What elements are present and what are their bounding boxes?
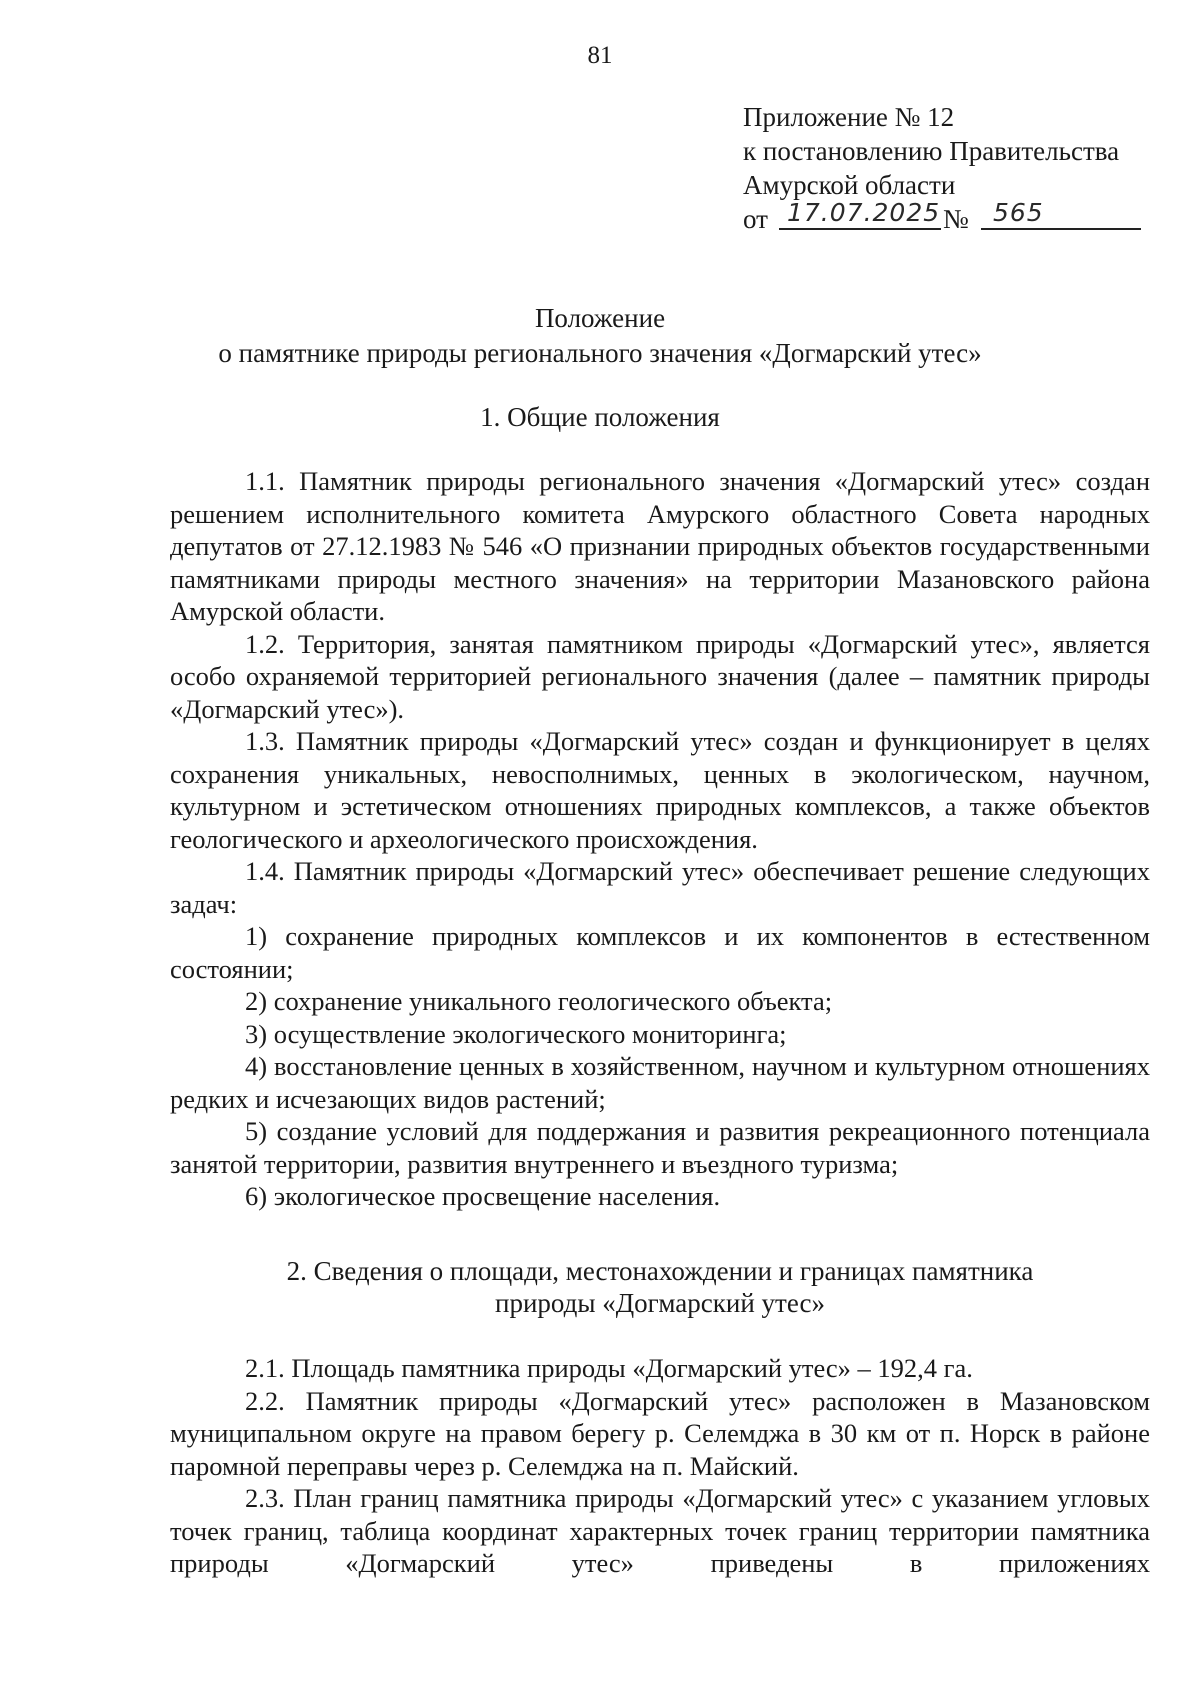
- document-title: Положение: [534, 303, 666, 333]
- document-subtitle: о памятнике природы регионального значения «Догмарский утес»: [218, 338, 982, 368]
- task-5: 5) создание условий для поддержания и развития рекреационного потенциала занятой территории, развития внутреннего и въездного туризма;: [170, 1116, 1150, 1179]
- appendix-reference: к постановлению Правительства: [743, 136, 1120, 166]
- section1-body: [170, 465, 1150, 1213]
- task-4: 4) восстановление ценных в хозяйственном, научном и культурном отношениях редких и исчезающих видов растений;: [170, 1051, 1150, 1114]
- task-2: 2) сохранение уникального геологического объекта;: [245, 986, 833, 1016]
- section2-heading: [170, 1255, 1150, 1319]
- section1-heading: 1. Общие положения: [480, 402, 720, 432]
- section2-heading-line1: 2. Сведения о площади, местонахождении и границах памятника: [286, 1256, 1034, 1286]
- appendix-date-row: [743, 198, 1119, 236]
- appendix-title: Приложение № 12: [743, 102, 955, 132]
- page-number: 81: [587, 42, 613, 69]
- number-prefix: №: [943, 204, 969, 234]
- paragraph-1-2: 1.2. Территория, занятая памятником природы «Догмарский утес», является особо охраняемой территорией регионального значения (далее – памятник природы «Догмарский утес»).: [170, 628, 1150, 724]
- appendix-region: Амурской области: [743, 170, 956, 200]
- paragraph-1-3: 1.3. Памятник природы «Догмарский утес» создан и функционирует в целях сохранения уникальных, невосполнимых, ценных в экологическом, научном, культурном и эстетическом отношениях природных комплексов, а также объектов геологического и археологического происхождения.: [170, 726, 1150, 854]
- handwritten-date: 17.07.2025: [787, 198, 941, 227]
- appendix-block: [743, 100, 1119, 236]
- paragraph-1-1: 1.1. Памятник природы регионального значения «Догмарский утес» создан решением исполнительного комитета Амурского областного Совета народных депутатов от 27.12.1983 № 546 «О признании природных объектов государственными памятниками природы местного значения» на территории Мазановского района Амурской области.: [170, 466, 1150, 626]
- task-3: 3) осуществление экологического мониторинга;: [245, 1018, 787, 1049]
- task-1: 1) сохранение природных комплексов и их компонентов в естественном состоянии;: [170, 921, 1150, 984]
- handwritten-number: 565: [993, 198, 1044, 227]
- task-6: 6) экологическое просвещение населения.: [245, 1181, 721, 1211]
- section2-body: [170, 1352, 1150, 1580]
- paragraph-2-3: 2.3. План границ памятника природы «Догмарский утес» с указанием угловых точек границ, таблица координат характерных точек границ территории памятника природы «Догмарский утес» приведены в приложениях: [170, 1483, 1150, 1578]
- paragraph-2-1: 2.1. Площадь памятника природы «Догмарский утес» – 192,4 га.: [245, 1353, 973, 1383]
- section2-heading-line2: природы «Догмарский утес»: [495, 1288, 825, 1318]
- paragraph-1-4: 1.4. Памятник природы «Догмарский утес» обеспечивает решение следующих задач:: [170, 856, 1150, 919]
- date-prefix: от: [743, 204, 768, 234]
- paragraph-2-2: 2.2. Памятник природы «Догмарский утес» расположен в Мазановском муниципальном округе на правом берегу р. Селемджа в 30 км от п. Норск в районе паромной переправы через р. Селемджа на п. Майский.: [170, 1385, 1150, 1481]
